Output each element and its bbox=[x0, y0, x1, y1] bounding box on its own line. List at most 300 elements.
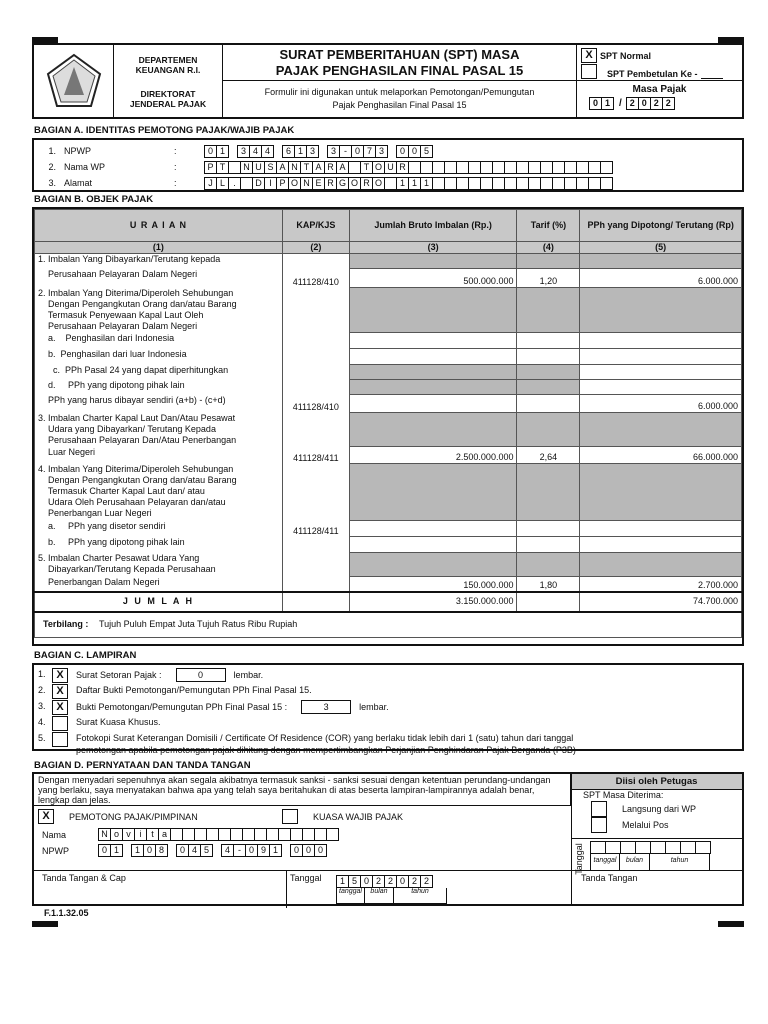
row-number: 3. bbox=[48, 178, 56, 188]
char-cell[interactable] bbox=[605, 841, 621, 854]
nama-label: Nama bbox=[42, 830, 67, 840]
item-text-cont: pemotongan apabila pemotongan pajak dihitung dengan mempertimbangkan Perjanjian Penghindaran Pajak Berganda (P3B) bbox=[76, 745, 576, 755]
kap-cell bbox=[282, 577, 349, 592]
char-cell: 1 bbox=[601, 97, 614, 110]
item-text: Daftar Bukti Pemotongan/Pemungutan PPh Final Pasal 15. bbox=[76, 685, 312, 695]
bruto-cell[interactable]: 150.000.000 bbox=[349, 577, 517, 592]
char-cell: R bbox=[324, 161, 337, 174]
petugas-ttd-label: Tanda Tangan bbox=[581, 873, 638, 883]
col-number: (5) bbox=[580, 242, 742, 254]
char-cell: 1 bbox=[131, 844, 144, 857]
char-cell[interactable] bbox=[665, 841, 681, 854]
pph-cell[interactable]: 2.700.000 bbox=[580, 577, 742, 592]
char-cell: 5 bbox=[200, 844, 213, 857]
row-label: NPWP bbox=[64, 146, 91, 156]
char-cell: 0 bbox=[360, 875, 373, 888]
char-cell: 0 bbox=[408, 145, 421, 158]
objek-row bbox=[35, 288, 742, 333]
char-cell: T bbox=[360, 161, 373, 174]
char-cell: 3 bbox=[306, 145, 319, 158]
item-text: Fotokopi Surat Keterangan Domisili / Certificate Of Residence (COR) yang berlaku tidak lebih dari 1 (satu) tahun dari tanggal bbox=[76, 733, 574, 743]
char-cell: 1 bbox=[294, 145, 307, 158]
form-header bbox=[32, 43, 744, 119]
bagian-a-title: BAGIAN A. IDENTITAS PEMOTONG PAJAK/WAJIB PAJAK bbox=[34, 125, 295, 136]
uraian-cell: 2. Imbalan Yang Diterima/Diperoleh Sehubungan Dengan Pengangkutan Orang dan/atau Barang Termasuk Penyewaan Kapal Laut Oleh Perusahaan Pelayaran Dalam Negeri bbox=[35, 288, 283, 333]
char-cell: N bbox=[300, 177, 313, 190]
uraian-cell: c. PPh Pasal 24 yang dapat diperhitungkan bbox=[35, 365, 283, 380]
lampiran-checkbox[interactable] bbox=[52, 716, 68, 731]
char-cell: 0 bbox=[176, 844, 189, 857]
pph-cell[interactable] bbox=[580, 333, 742, 349]
header-pph: PPh yang Dipotong/ Terutang (Rp) bbox=[580, 210, 742, 242]
char-cell: a bbox=[158, 828, 171, 841]
char-cell: 1 bbox=[216, 145, 229, 158]
char-cell: 0 bbox=[245, 844, 258, 857]
bruto-cell[interactable]: 2.500.000.000 bbox=[349, 447, 517, 464]
masa-pajak bbox=[577, 81, 742, 117]
kap-cell bbox=[282, 254, 349, 269]
lembar-field[interactable]: 3 bbox=[301, 700, 351, 714]
objek-row bbox=[35, 333, 742, 349]
bruto-cell[interactable] bbox=[349, 365, 517, 380]
char-cell: i bbox=[134, 828, 147, 841]
ministry-logo-icon bbox=[34, 45, 114, 117]
tarif-cell[interactable] bbox=[517, 333, 580, 349]
char-cell: A bbox=[276, 161, 289, 174]
char-cell: O bbox=[372, 161, 385, 174]
item-number: 3. bbox=[38, 701, 46, 711]
char-cell: 2 bbox=[662, 97, 675, 110]
char-cell: E bbox=[312, 177, 325, 190]
petugas-tanggal-field[interactable] bbox=[590, 841, 710, 854]
char-cell: U bbox=[252, 161, 265, 174]
char-cell: T bbox=[300, 161, 313, 174]
lampiran-checkbox[interactable]: X bbox=[52, 684, 68, 699]
pemotong-checkbox[interactable]: X bbox=[38, 809, 54, 824]
bruto-cell[interactable] bbox=[349, 521, 517, 537]
char-cell: v bbox=[122, 828, 135, 841]
pph-cell[interactable]: 6.000.000 bbox=[580, 269, 742, 288]
bruto-cell[interactable] bbox=[349, 395, 517, 413]
char-cell bbox=[600, 177, 613, 190]
row-number: 2. bbox=[48, 162, 56, 172]
tarif-cell[interactable]: 2,64 bbox=[517, 447, 580, 464]
pph-cell[interactable] bbox=[580, 365, 742, 380]
char-cell: 2 bbox=[384, 875, 397, 888]
tarif-cell[interactable]: 1,20 bbox=[517, 269, 580, 288]
row-label: Alamat bbox=[64, 178, 93, 188]
objek-row bbox=[35, 349, 742, 365]
petugas-tanggal-sublabels bbox=[590, 854, 710, 871]
char-cell: 0 bbox=[290, 844, 303, 857]
char-cell: 1 bbox=[269, 844, 282, 857]
bruto-cell[interactable] bbox=[349, 288, 517, 333]
char-cell[interactable] bbox=[650, 841, 666, 854]
masa-month-field[interactable] bbox=[589, 97, 613, 110]
department-cell bbox=[114, 45, 223, 117]
objek-row bbox=[35, 254, 742, 269]
dept-line2: KEUANGAN R.I. bbox=[135, 65, 201, 75]
terbilang-value: Tujuh Puluh Empat Juta Tujuh Ratus Ribu Rupiah bbox=[99, 619, 298, 630]
kap-cell bbox=[282, 464, 349, 521]
char-cell: 2 bbox=[372, 875, 385, 888]
uraian-cell: Penerbangan Dalam Negeri bbox=[35, 577, 283, 592]
char-cell: 8 bbox=[155, 844, 168, 857]
kap-cell bbox=[282, 380, 349, 395]
kap-cell bbox=[282, 288, 349, 333]
char-cell: U bbox=[384, 161, 397, 174]
char-cell: - bbox=[339, 145, 352, 158]
char-cell: 0 bbox=[589, 97, 602, 110]
char-cell: 6 bbox=[282, 145, 295, 158]
nama-field[interactable] bbox=[98, 828, 338, 841]
bagian-d-box bbox=[32, 772, 744, 906]
char-cell: D bbox=[252, 177, 265, 190]
char-cell: 0 bbox=[302, 844, 315, 857]
char-cell: 0 bbox=[638, 97, 651, 110]
char-cell: O bbox=[348, 177, 361, 190]
char-cell: 5 bbox=[348, 875, 361, 888]
lampiran-item bbox=[38, 700, 742, 716]
kap-cell bbox=[282, 349, 349, 365]
spt-pembetulan-label: SPT Pembetulan Ke - bbox=[607, 69, 698, 79]
col-number: (2) bbox=[282, 242, 349, 254]
pph-cell[interactable] bbox=[580, 537, 742, 553]
lampiran-checkbox[interactable] bbox=[52, 732, 68, 747]
objek-row bbox=[35, 537, 742, 553]
uraian-cell: Luar Negeri bbox=[35, 447, 283, 464]
petugas-panel bbox=[571, 774, 742, 904]
dir-line1: DIREKTORAT bbox=[140, 89, 196, 99]
identity-field[interactable] bbox=[204, 145, 432, 158]
langsung-checkbox[interactable] bbox=[591, 801, 607, 817]
uraian-cell: 1. Imbalan Yang Dibayarkan/Terutang kepada bbox=[35, 254, 283, 269]
char-cell: N bbox=[98, 828, 111, 841]
bagian-b-box bbox=[32, 207, 744, 646]
pos-option[interactable] bbox=[591, 817, 669, 833]
kuasa-label: KUASA WAJIB PAJAK bbox=[313, 811, 404, 822]
uraian-cell: b. Penghasilan dari luar Indonesia bbox=[35, 349, 283, 365]
objek-row bbox=[35, 577, 742, 592]
uraian-cell: a. Penghasilan dari Indonesia bbox=[35, 333, 283, 349]
logo-cell bbox=[34, 45, 114, 117]
char-cell bbox=[600, 161, 613, 174]
npwp-field[interactable] bbox=[98, 844, 326, 857]
tanggal-sublabels bbox=[336, 888, 447, 904]
tarif-cell[interactable]: 1,80 bbox=[517, 577, 580, 592]
sub-tanggal: tanggal bbox=[590, 854, 620, 871]
char-cell: 9 bbox=[257, 844, 270, 857]
bagian-c-title: BAGIAN C. LAMPIRAN bbox=[34, 650, 137, 661]
pos-label: Melalui Pos bbox=[622, 820, 669, 830]
spt-diterima-label: SPT Masa Diterima: bbox=[583, 790, 664, 800]
pemotong-option[interactable] bbox=[38, 809, 198, 824]
char-cell: . bbox=[228, 177, 241, 190]
kap-cell: 411128/410 bbox=[282, 395, 349, 413]
char-cell: 1 bbox=[336, 875, 349, 888]
char-cell: 4 bbox=[249, 145, 262, 158]
table-header-row bbox=[35, 210, 742, 242]
bruto-cell[interactable] bbox=[349, 537, 517, 553]
char-cell: R bbox=[396, 161, 409, 174]
colon: : bbox=[174, 146, 177, 156]
item-text: Surat Setoran Pajak : bbox=[76, 670, 162, 680]
tarif-cell[interactable] bbox=[517, 553, 580, 577]
uraian-cell: a. PPh yang disetor sendiri bbox=[35, 521, 283, 537]
title-line2: PAJAK PENGHASILAN FINAL PASAL 15 bbox=[275, 63, 524, 78]
pph-cell[interactable] bbox=[580, 464, 742, 521]
row-number: 1. bbox=[48, 146, 56, 156]
pph-cell[interactable]: 66.000.000 bbox=[580, 447, 742, 464]
char-cell: N bbox=[240, 161, 253, 174]
sub-tahun: tahun bbox=[394, 888, 447, 904]
tarif-cell[interactable] bbox=[517, 288, 580, 333]
char-cell: 4 bbox=[188, 844, 201, 857]
sub-tanggal: tanggal bbox=[336, 888, 365, 904]
bruto-cell[interactable] bbox=[349, 333, 517, 349]
jumlah-label: J U M L A H bbox=[35, 592, 283, 612]
header-bruto: Jumlah Bruto Imbalan (Rp.) bbox=[349, 210, 517, 242]
jumlah-kap bbox=[282, 592, 349, 612]
title-line1: SURAT PEMBERITAHUAN (SPT) MASA bbox=[279, 47, 520, 62]
char-cell: 2 bbox=[408, 875, 421, 888]
char-cell: J bbox=[204, 177, 217, 190]
col-number: (1) bbox=[35, 242, 283, 254]
objek-row bbox=[35, 380, 742, 395]
pemotong-label: PEMOTONG PAJAK/PIMPINAN bbox=[69, 811, 198, 822]
jumlah-pph: 74.700.000 bbox=[580, 592, 742, 612]
item-number: 1. bbox=[38, 669, 46, 679]
kap-cell: 411128/411 bbox=[282, 447, 349, 464]
masa-separator: / bbox=[619, 98, 622, 109]
identity-field[interactable] bbox=[204, 177, 612, 190]
item-number: 5. bbox=[38, 733, 46, 743]
bagian-d-title: BAGIAN D. PERNYATAAN DAN TANDA TANGAN bbox=[34, 760, 251, 771]
pph-cell[interactable] bbox=[580, 288, 742, 333]
item-number: 4. bbox=[38, 717, 46, 727]
uraian-cell: 5. Imbalan Charter Pesawat Udara Yang Dibayarkan/Terutang Kepada Perusahaan bbox=[35, 553, 283, 577]
tarif-cell[interactable] bbox=[517, 464, 580, 521]
kap-cell bbox=[282, 333, 349, 349]
bagian-a-box bbox=[32, 138, 744, 192]
jumlah-row bbox=[35, 592, 742, 612]
item-text: Surat Kuasa Khusus. bbox=[76, 717, 161, 727]
objek-row bbox=[35, 521, 742, 537]
tarif-cell[interactable] bbox=[517, 349, 580, 365]
char-cell: 3 bbox=[327, 145, 340, 158]
tarif-cell[interactable] bbox=[517, 380, 580, 395]
pph-cell[interactable] bbox=[580, 380, 742, 395]
header-kap: KAP/KJS bbox=[282, 210, 349, 242]
char-cell: P bbox=[204, 161, 217, 174]
kuasa-option[interactable] bbox=[282, 809, 403, 824]
pph-cell[interactable] bbox=[580, 254, 742, 269]
char-cell: A bbox=[336, 161, 349, 174]
kap-cell bbox=[282, 553, 349, 577]
char-cell bbox=[326, 828, 339, 841]
identity-row bbox=[34, 159, 742, 175]
char-cell[interactable] bbox=[635, 841, 651, 854]
char-cell[interactable] bbox=[695, 841, 711, 854]
pembetulan-field[interactable] bbox=[701, 78, 723, 79]
uraian-cell: d. PPh yang dipotong pihak lain bbox=[35, 380, 283, 395]
lampiran-item bbox=[38, 668, 742, 684]
char-cell: P bbox=[276, 177, 289, 190]
terbilang-row bbox=[35, 612, 742, 638]
pos-checkbox[interactable] bbox=[591, 817, 607, 833]
desc-line2: Pajak Penghasilan Final Pasal 15 bbox=[332, 100, 467, 110]
identity-row bbox=[34, 175, 742, 191]
tanggal-field[interactable] bbox=[336, 875, 432, 888]
tarif-cell[interactable] bbox=[517, 254, 580, 269]
sub-bulan: bulan bbox=[365, 888, 394, 904]
char-cell: 1 bbox=[396, 177, 409, 190]
form-description bbox=[223, 81, 577, 117]
dept-line1: DEPARTEMEN bbox=[138, 55, 198, 65]
char-cell: 1 bbox=[420, 177, 433, 190]
lembar-field[interactable]: 0 bbox=[176, 668, 226, 682]
uraian-cell: 4. Imbalan Yang Diterima/Diperoleh Sehubungan Dengan Pengangkutan Orang dan/atau Barang Termasuk Charter Kapal Laut dan/ atau Udara Oleh Perusahaan Pelayaran dan/atau Penerbangan Luar Negeri bbox=[35, 464, 283, 521]
colon: : bbox=[174, 162, 177, 172]
tarif-cell[interactable] bbox=[517, 413, 580, 447]
tarif-cell[interactable] bbox=[517, 395, 580, 413]
char-cell[interactable] bbox=[680, 841, 696, 854]
bruto-cell[interactable] bbox=[349, 413, 517, 447]
char-cell: 0 bbox=[143, 844, 156, 857]
char-cell: 0 bbox=[204, 145, 217, 158]
pph-cell[interactable] bbox=[580, 521, 742, 537]
tarif-cell[interactable] bbox=[517, 521, 580, 537]
pph-cell[interactable]: 6.000.000 bbox=[580, 395, 742, 413]
lampiran-checkbox[interactable]: X bbox=[52, 700, 68, 715]
char-cell: R bbox=[360, 177, 373, 190]
bagian-c-box bbox=[32, 663, 744, 755]
objek-row bbox=[35, 365, 742, 380]
char-cell: S bbox=[264, 161, 277, 174]
lampiran-item bbox=[38, 716, 742, 732]
char-cell: 0 bbox=[98, 844, 111, 857]
char-cell: o bbox=[110, 828, 123, 841]
spt-normal-label: SPT Normal bbox=[600, 50, 652, 61]
kap-cell bbox=[282, 365, 349, 380]
form-title bbox=[223, 45, 577, 81]
char-cell: 0 bbox=[351, 145, 364, 158]
objek-row bbox=[35, 269, 742, 288]
spt-pembetulan-option[interactable] bbox=[581, 64, 723, 79]
kuasa-checkbox[interactable] bbox=[282, 809, 298, 824]
bagian-b-title: BAGIAN B. OBJEK PAJAK bbox=[34, 194, 154, 205]
tarif-cell[interactable] bbox=[517, 365, 580, 380]
spt-normal-checkbox[interactable]: X bbox=[581, 48, 597, 63]
char-cell: 3 bbox=[375, 145, 388, 158]
spt-pembetulan-checkbox[interactable] bbox=[581, 64, 597, 79]
uraian-cell: Perusahaan Pelayaran Dalam Negeri bbox=[35, 269, 283, 288]
char-cell: 0 bbox=[396, 875, 409, 888]
tarif-cell[interactable] bbox=[517, 537, 580, 553]
identity-field[interactable] bbox=[204, 161, 612, 174]
item-suffix: lembar. bbox=[233, 670, 264, 680]
bruto-cell[interactable] bbox=[349, 553, 517, 577]
objek-row bbox=[35, 395, 742, 413]
sub-tahun: tahun bbox=[650, 854, 710, 871]
char-cell: 1 bbox=[408, 177, 421, 190]
lampiran-item bbox=[38, 732, 742, 756]
char-cell: A bbox=[312, 161, 325, 174]
terbilang-label: Terbilang : bbox=[43, 619, 89, 630]
tanggal-label: Tanggal bbox=[290, 873, 322, 883]
char-cell: R bbox=[324, 177, 337, 190]
char-cell: 0 bbox=[314, 844, 327, 857]
char-cell: 1 bbox=[110, 844, 123, 857]
jumlah-bruto: 3.150.000.000 bbox=[349, 592, 517, 612]
spt-type bbox=[577, 45, 742, 81]
char-cell: L bbox=[216, 177, 229, 190]
char-cell: 4 bbox=[221, 844, 234, 857]
item-text: Bukti Pemotongan/Pemungutan PPh Final Pasal 15 : bbox=[76, 702, 288, 712]
char-cell: 2 bbox=[626, 97, 639, 110]
char-cell: O bbox=[372, 177, 385, 190]
column-number-row bbox=[35, 242, 742, 254]
jumlah-tarif bbox=[517, 592, 580, 612]
char-cell: - bbox=[233, 844, 246, 857]
uraian-cell: PPh yang harus dibayar sendiri (a+b) - (c+d) bbox=[35, 395, 283, 413]
char-cell: T bbox=[216, 161, 229, 174]
item-number: 2. bbox=[38, 685, 46, 695]
col-number: (3) bbox=[349, 242, 517, 254]
row-label: Nama WP bbox=[64, 162, 106, 172]
char-cell: t bbox=[146, 828, 159, 841]
char-cell: 2 bbox=[420, 875, 433, 888]
bruto-cell[interactable]: 500.000.000 bbox=[349, 269, 517, 288]
identity-row bbox=[34, 143, 742, 159]
desc-line1: Formulir ini digunakan untuk melaporkan Pemotongan/Pemungutan bbox=[264, 87, 535, 97]
char-cell: 2 bbox=[650, 97, 663, 110]
char-cell: 3 bbox=[237, 145, 250, 158]
objek-row bbox=[35, 447, 742, 464]
char-cell[interactable] bbox=[590, 841, 606, 854]
uraian-cell: 3. Imbalan Charter Kapal Laut Dan/Atau Pesawat Udara yang Dibayarkan/ Terutang Kepada Perusahaan Pelayaran Dan/Atau Penerbangan bbox=[35, 413, 283, 447]
pph-cell[interactable] bbox=[580, 349, 742, 365]
char-cell: G bbox=[336, 177, 349, 190]
langsung-option[interactable] bbox=[591, 801, 696, 817]
bruto-cell[interactable] bbox=[349, 349, 517, 365]
header-uraian: U R A I A N bbox=[35, 210, 283, 242]
char-cell[interactable] bbox=[620, 841, 636, 854]
colon: : bbox=[174, 178, 177, 188]
objek-pajak-table bbox=[34, 209, 742, 638]
char-cell: N bbox=[288, 161, 301, 174]
pph-cell[interactable] bbox=[580, 553, 742, 577]
bruto-cell[interactable] bbox=[349, 380, 517, 395]
lampiran-checkbox[interactable]: X bbox=[52, 668, 68, 683]
masa-year-field[interactable] bbox=[626, 97, 674, 110]
npwp-label: NPWP bbox=[42, 846, 69, 856]
col-number: (4) bbox=[517, 242, 580, 254]
header-tarif: Tarif (%) bbox=[517, 210, 580, 242]
char-cell: 0 bbox=[396, 145, 409, 158]
char-cell: O bbox=[288, 177, 301, 190]
char-cell: 7 bbox=[363, 145, 376, 158]
spt-normal-option[interactable] bbox=[581, 48, 651, 63]
bruto-cell[interactable] bbox=[349, 254, 517, 269]
kap-cell: 411128/410 bbox=[282, 269, 349, 288]
pph-cell[interactable] bbox=[580, 413, 742, 447]
petugas-title: Diisi oleh Petugas bbox=[571, 774, 742, 790]
char-cell: 4 bbox=[261, 145, 274, 158]
bruto-cell[interactable] bbox=[349, 464, 517, 521]
masa-pajak-label: Masa Pajak bbox=[632, 84, 687, 95]
objek-row bbox=[35, 464, 742, 521]
